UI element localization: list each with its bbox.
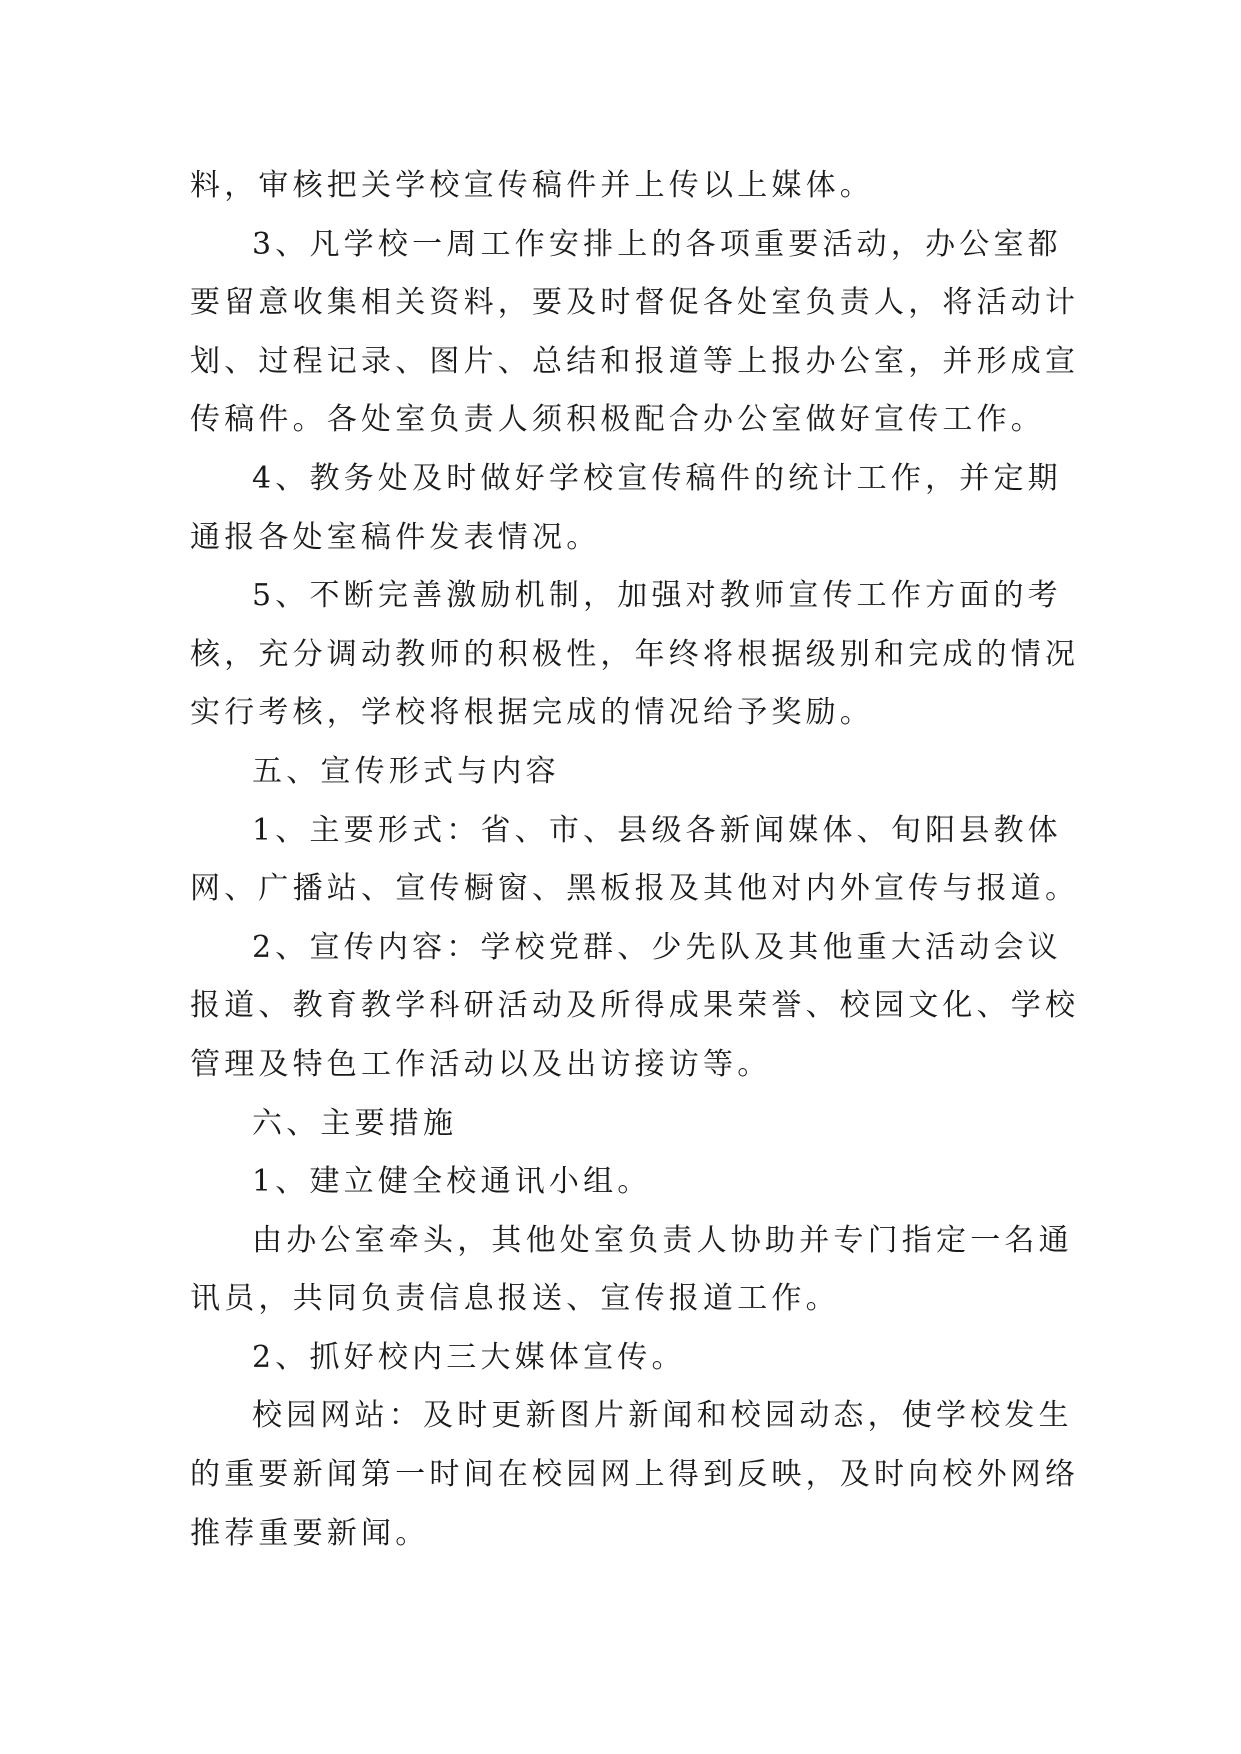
text-line: 1、建立健全校通讯小组。 [252, 1164, 652, 1200]
text-line: 的重要新闻第一时间在校园网上得到反映，及时向校外网络 [190, 1457, 1080, 1493]
text-line: 管理及特色工作活动以及出访接访等。 [190, 1046, 772, 1082]
document-body [190, 157, 1080, 1563]
text-line: 讯员，共同负责信息报送、宣传报道工作。 [190, 1281, 840, 1317]
text-line: 校园网站：及时更新图片新闻和校园动态，使学校发生 [252, 1398, 1073, 1434]
text-line: 要留意收集相关资料，要及时督促各处室负责人，将活动计 [190, 285, 1080, 321]
text-line: 划、过程记录、图片、总结和报道等上报办公室，并形成宣 [190, 343, 1080, 379]
text-line: 5、不断完善激励机制，加强对教师宣传工作方面的考 [252, 578, 1062, 614]
text-line: 推荐重要新闻。 [190, 1515, 430, 1551]
text-line: 由办公室牵头，其他处室负责人协助并专门指定一名通 [252, 1222, 1073, 1258]
text-line: 4、教务处及时做好学校宣传稿件的统计工作，并定期 [252, 460, 1062, 496]
text-line: 传稿件。各处室负责人须积极配合办公室做好宣传工作。 [190, 402, 1045, 438]
text-line: 网、广播站、宣传橱窗、黑板报及其他对内外宣传与报道。 [190, 871, 1080, 907]
text-line: 料，审核把关学校宣传稿件并上传以上媒体。 [190, 168, 874, 203]
text-line: 实行考核，学校将根据完成的情况给予奖励。 [190, 695, 874, 731]
text-line: 2、抓好校内三大媒体宣传。 [252, 1339, 686, 1375]
text-line: 五、宣传形式与内容 [252, 753, 560, 789]
text-line: 通报各处室稿件发表情况。 [190, 519, 601, 555]
text-line: 2、宣传内容：学校党群、少先队及其他重大活动会议 [252, 929, 1062, 965]
text-line: 报道、教育教学科研活动及所得成果荣誉、校园文化、学校 [190, 988, 1080, 1024]
text-line: 1、主要形式：省、市、县级各新闻媒体、旬阳县教体 [252, 812, 1062, 848]
text-line: 核，充分调动教师的积极性，年终将根据级别和完成的情况 [190, 636, 1080, 672]
text-line: 3、凡学校一周工作安排上的各项重要活动，办公室都 [252, 226, 1062, 262]
text-line: 六、主要措施 [252, 1105, 458, 1141]
